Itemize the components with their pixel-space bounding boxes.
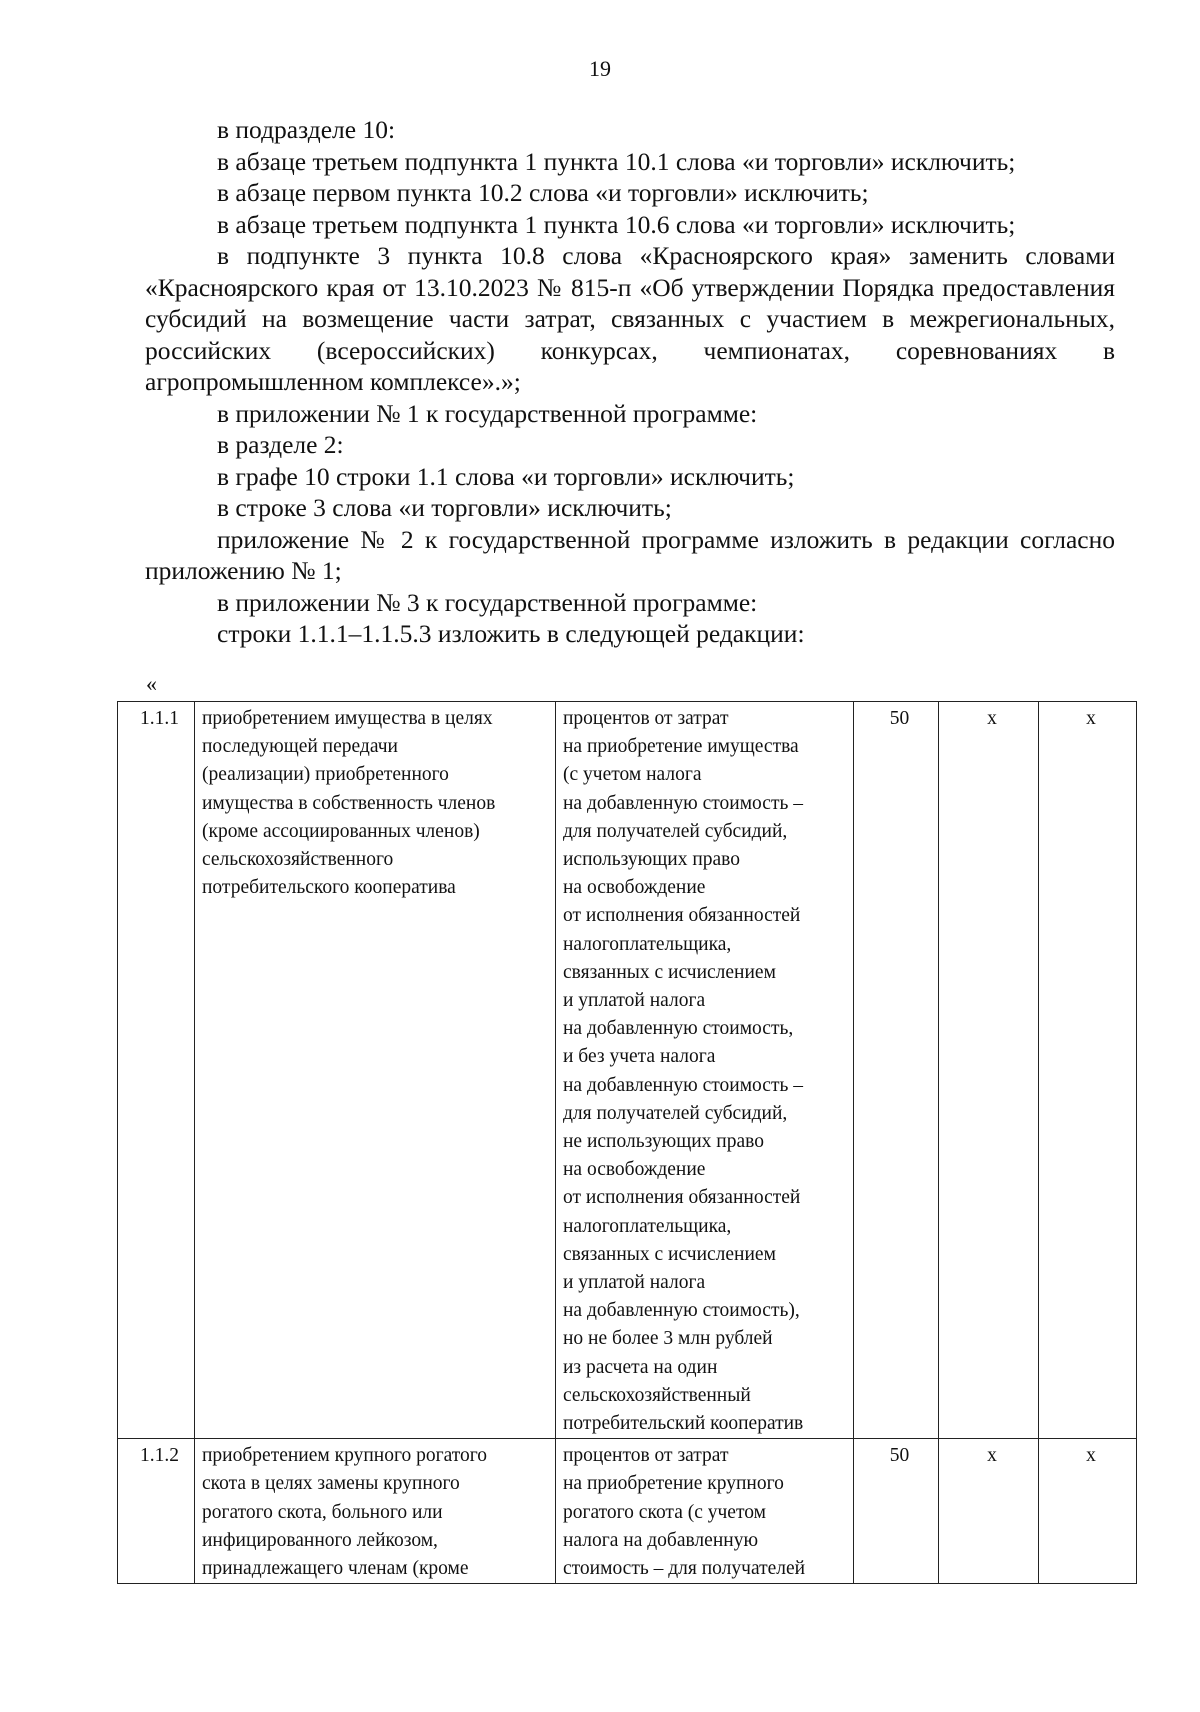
paragraph: в приложении № 3 к государственной программе: [217, 587, 758, 617]
column-5-cell: x [939, 702, 1039, 1439]
row-number-cell: 1.1.2 [118, 1439, 195, 1584]
cell-line: и без учета налога [563, 1046, 716, 1068]
cell-line: на освобождение [563, 877, 706, 899]
cell-line: рогатого скота (с учетом [563, 1501, 766, 1523]
opening-quote-mark: « [146, 671, 157, 696]
rate-cell: 50 [854, 702, 939, 1439]
cell-line: (кроме ассоциированных членов) [202, 820, 480, 842]
cell-line: для получателей субсидий, [563, 820, 788, 842]
cell-line: на освобождение [563, 1159, 706, 1181]
page-number: 19 [589, 56, 611, 81]
paragraph: строки 1.1.1–1.1.5.3 изложить в следующей редакции: [217, 619, 805, 648]
cell-line: инфицированного лейкозом, [202, 1529, 438, 1551]
column-6-cell: x [1039, 1439, 1137, 1584]
cell-line: и уплатой налога [563, 990, 706, 1012]
description-cell [195, 702, 556, 1439]
row-number-cell: 1.1.1 [118, 702, 195, 1439]
paragraph: в абзаце первом пункта 10.2 слова «и торговли» исключить; [217, 178, 869, 207]
paragraph: в абзаце третьем подпункта 1 пункта 10.6 слова «и торговли» исключить; [217, 209, 1016, 239]
cell-line: на добавленную стоимость, [563, 1018, 794, 1040]
paragraph: в абзаце третьем подпункта 1 пункта 10.1 слова «и торговли» исключить; [217, 146, 1016, 176]
column-5-cell: x [939, 1439, 1039, 1584]
cell-line: но не более 3 млн рублей [563, 1328, 773, 1350]
cell-line: налогоплательщика, [563, 1215, 732, 1237]
cell-line: на приобретение крупного [563, 1473, 784, 1495]
paragraph: в приложении № 1 к государственной программе: [217, 398, 758, 428]
paragraph: в графе 10 строки 1.1 слова «и торговли» исключить; [217, 461, 795, 491]
rate-cell: 50 [854, 1439, 939, 1584]
cell-line: на приобретение имущества [563, 736, 799, 758]
table-row [118, 702, 1137, 1439]
cell-line: (с учетом налога [563, 764, 702, 786]
cell-line: налога на добавленную [563, 1529, 759, 1551]
cell-line: приобретением имущества в целях [202, 708, 493, 729]
cell-line: налогоплательщика, [563, 933, 732, 955]
cell-line: на добавленную стоимость), [563, 1300, 800, 1322]
cell-line: сельскохозяйственного [202, 849, 394, 871]
cell-line: связанных с исчислением [563, 961, 776, 983]
cell-line: принадлежащего членам (кроме [202, 1558, 469, 1580]
amendment-table [117, 701, 1137, 1584]
paragraph: в подпункте 3 пункта 10.8 слова «Красноярского края» заменить словами «Красноярского края от 13.10.2023 № 815-п «Об утверждении Порядка предоставления субсидий на возмещение части затрат, связанных с участием в межрегиональных, российских (всероссийских) конкурсах, чемпионатах, соревнованиях в агропромышленном комплексе».»; [145, 241, 1115, 396]
cell-line: рогатого скота, больного или [202, 1501, 443, 1523]
cell-line: (реализации) приобретенного [202, 764, 449, 786]
cell-line: стоимость – для получателей [563, 1558, 806, 1580]
cell-line: скота в целях замены крупного [202, 1473, 460, 1495]
cell-line: потребительский кооператив [563, 1413, 804, 1435]
paragraph: приложение № 2 к государственной программе изложить в редакции согласно приложению № 1; [145, 524, 1115, 585]
cell-line: не использующих право [563, 1131, 764, 1153]
cell-line: и уплатой налога [563, 1272, 706, 1294]
cell-line: для получателей субсидий, [563, 1102, 788, 1124]
cell-line: на добавленную стоимость – [563, 1074, 803, 1096]
cell-line: приобретением крупного рогатого [202, 1445, 488, 1467]
rate-description-cell [556, 1439, 854, 1584]
cell-line: использующих право [563, 849, 740, 871]
cell-line: связанных с исчислением [563, 1243, 776, 1265]
cell-line: сельскохозяйственный [563, 1384, 751, 1406]
cell-line: процентов от затрат [563, 1445, 729, 1467]
cell-line: от исполнения обязанностей [563, 1187, 801, 1209]
paragraph: в подразделе 10: [217, 115, 396, 144]
column-6-cell: x [1039, 702, 1137, 1439]
cell-line: имущества в собственность членов [202, 792, 496, 814]
cell-line: процентов от затрат [563, 708, 729, 729]
paragraph: в разделе 2: [217, 430, 344, 459]
amendment-text [145, 114, 1115, 650]
cell-line: потребительского кооператива [202, 877, 456, 899]
cell-line: из расчета на один [563, 1356, 718, 1378]
cell-line: на добавленную стоимость – [563, 792, 803, 814]
table-row [118, 1439, 1137, 1584]
cell-line: последующей передачи [202, 736, 398, 758]
description-cell [195, 1439, 556, 1584]
paragraph: в строке 3 слова «и торговли» исключить; [217, 493, 672, 522]
cell-line: от исполнения обязанностей [563, 905, 801, 927]
rate-description-cell [556, 702, 854, 1439]
